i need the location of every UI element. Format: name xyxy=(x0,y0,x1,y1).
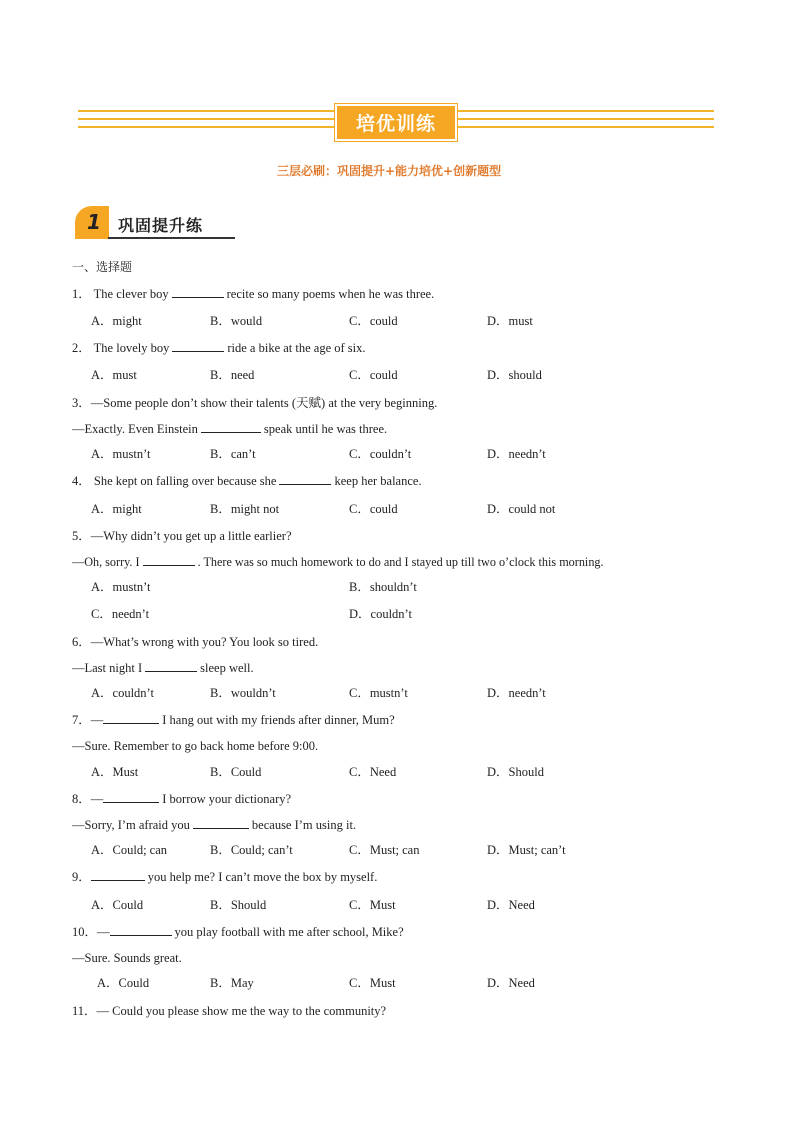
question-6: 6．—What’s wrong with you? You look so tired. xyxy=(72,635,319,649)
q4-option-b[interactable]: B．might not xyxy=(210,502,280,516)
q3-option-a[interactable]: A．mustn’t xyxy=(91,447,151,461)
q1-option-d[interactable]: D．must xyxy=(487,314,533,328)
q2-option-a[interactable]: A．must xyxy=(91,368,137,382)
q5-option-b[interactable]: B．shouldn’t xyxy=(349,580,417,594)
q3-option-b[interactable]: B．can’t xyxy=(210,447,256,461)
question-3-reply: —Exactly. Even Einstein speak until he was three. xyxy=(72,422,388,436)
q4-option-d[interactable]: D．could not xyxy=(487,502,556,516)
question-7: 7．— I hang out with my friends after dinner, Mum? xyxy=(72,713,395,727)
section-title: 巩固提升练 xyxy=(118,216,204,235)
question-5-reply: —Oh, sorry. I . There was so much homework to do and I stayed up till two o’clock this morning. xyxy=(72,555,604,569)
q10-option-a[interactable]: A．Could xyxy=(97,976,150,990)
q10-option-d[interactable]: D．Need xyxy=(487,976,535,990)
q6-option-b[interactable]: B．wouldn’t xyxy=(210,686,276,700)
q7-option-c[interactable]: C．Need xyxy=(349,765,397,779)
section-number-badge xyxy=(75,206,109,239)
question-6-reply: —Last night I sleep well. xyxy=(72,661,254,675)
banner-title: 培优训练 xyxy=(337,106,455,139)
section-number: 1 xyxy=(87,210,101,234)
question-2: 2． The lovely boy ride a bike at the age of six. xyxy=(72,341,366,355)
q6-option-a[interactable]: A．couldn’t xyxy=(91,686,154,700)
q7-option-d[interactable]: D．Should xyxy=(487,765,544,779)
q7-option-b[interactable]: B．Could xyxy=(210,765,262,779)
question-9: 9． you help me? I can’t move the box by myself. xyxy=(72,870,378,884)
question-5: 5．—Why didn’t you get up a little earlier? xyxy=(72,529,292,543)
q6-option-d[interactable]: D．needn’t xyxy=(487,686,546,700)
q9-option-b[interactable]: B．Should xyxy=(210,898,267,912)
q5-option-d[interactable]: D．couldn’t xyxy=(349,607,412,621)
q9-option-d[interactable]: D．Need xyxy=(487,898,535,912)
q3-option-c[interactable]: C．couldn’t xyxy=(349,447,412,461)
question-4: 4． She kept on falling over because she keep her balance. xyxy=(72,474,422,488)
q8-option-c[interactable]: C．Must; can xyxy=(349,843,420,857)
question-10: 10．— you play football with me after school, Mike? xyxy=(72,925,404,939)
q5-option-c[interactable]: C．needn’t xyxy=(91,607,150,621)
question-1: 1． The clever boy recite so many poems when he was three. xyxy=(72,287,435,301)
q4-option-a[interactable]: A．might xyxy=(91,502,142,516)
q5-option-a[interactable]: A．mustn’t xyxy=(91,580,151,594)
q10-option-b[interactable]: B．May xyxy=(210,976,254,990)
q2-option-d[interactable]: D．should xyxy=(487,368,542,382)
part-heading: 一、选择题 xyxy=(72,260,133,274)
q9-option-c[interactable]: C．Must xyxy=(349,898,396,912)
question-8-reply: —Sorry, I’m afraid you because I’m using it. xyxy=(72,818,357,832)
question-11: 11．— Could you please show me the way to the community? xyxy=(72,1004,387,1018)
q1-option-c[interactable]: C．could xyxy=(349,314,398,328)
question-7-reply: —Sure. Remember to go back home before 9:00. xyxy=(72,739,319,753)
page-subtitle: 三层必刷：巩固提升+能力培优+创新题型 xyxy=(277,164,502,178)
question-8: 8．— I borrow your dictionary? xyxy=(72,792,292,806)
q1-option-b[interactable]: B．would xyxy=(210,314,263,328)
q8-option-d[interactable]: D．Must; can’t xyxy=(487,843,566,857)
q9-option-a[interactable]: A．Could xyxy=(91,898,144,912)
section-underline xyxy=(108,237,235,239)
q6-option-c[interactable]: C．mustn’t xyxy=(349,686,408,700)
q8-option-b[interactable]: B．Could; can’t xyxy=(210,843,293,857)
q7-option-a[interactable]: A．Must xyxy=(91,765,139,779)
q2-option-c[interactable]: C．could xyxy=(349,368,398,382)
q10-option-c[interactable]: C．Must xyxy=(349,976,396,990)
question-3: 3．—Some people don’t show their talents (天赋) at the very beginning. xyxy=(72,396,438,410)
q4-option-c[interactable]: C．could xyxy=(349,502,398,516)
q3-option-d[interactable]: D．needn’t xyxy=(487,447,546,461)
question-10-reply: —Sure. Sounds great. xyxy=(72,951,182,965)
q1-option-a[interactable]: A．might xyxy=(91,314,142,328)
q2-option-b[interactable]: B．need xyxy=(210,368,255,382)
q8-option-a[interactable]: A．Could; can xyxy=(91,843,168,857)
